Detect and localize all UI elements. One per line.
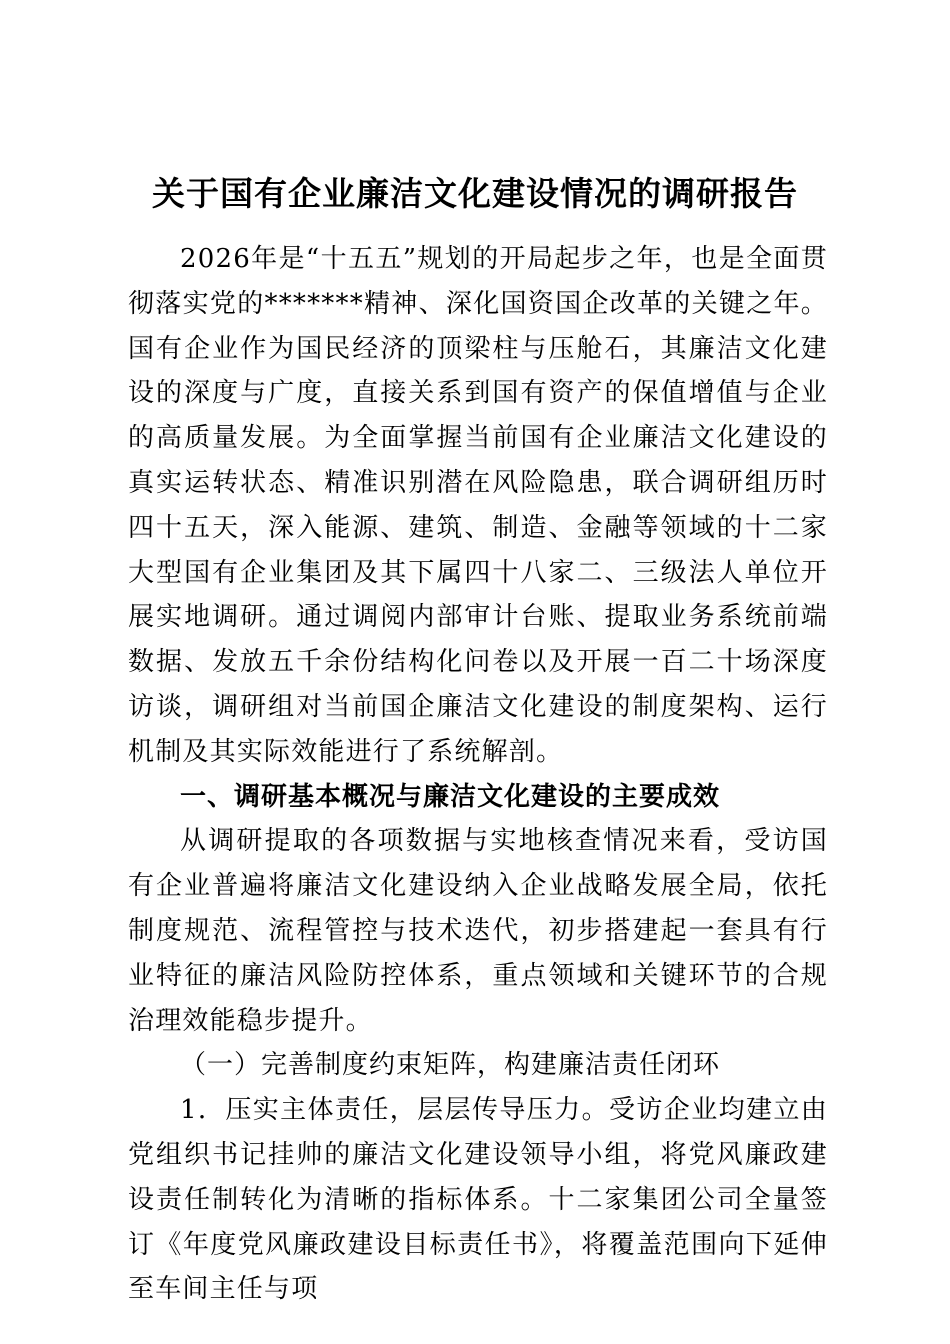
section-paragraph: 从调研提取的各项数据与实地核查情况来看，受访国有企业普遍将廉洁文化建设纳入企业战略发展全局，依托制度规范、流程管控与技术迭代，初步搭建起一套具有行业特征的廉洁风险防控体系，重点领域和关键环节的合规治理效能稳步提升。 (128, 826, 828, 1036)
item-paragraph: 1．压实主体责任，层层传导压力。受访企业均建立由党组织书记挂帅的廉洁文化建设领导小组，将党风廉政建设责任制转化为清晰的指标体系。十二家集团公司全量签订《年度党风廉政建设目标责任书》，将覆盖范围向下延伸至车间主任与项 (128, 1095, 828, 1305)
intro-paragraph: 2026年是“十五五”规划的开局起步之年，也是全面贯彻落实党的*******精神、深化国资国企改革的关键之年。国有企业作为国民经济的顶梁柱与压舱石，其廉洁文化建设的深度与广度，直接关系到国有资产的保值增值与企业的高质量发展。为全面掌握当前国有企业廉洁文化建设的真实运转状态、精准识别潜在风险隐患，联合调研组历时四十五天，深入能源、建筑、制造、金融等领域的十二家大型国有企业集团及其下属四十八家二、三级法人单位开展实地调研。通过调阅内部审计台账、提取业务系统前端数据、发放五千余份结构化问卷以及开展一百二十场深度访谈，调研组对当前国企廉洁文化建设的制度架构、运行机制及其实际效能进行了系统解剖。 (128, 244, 828, 767)
subsection-heading: （一）完善制度约束矩阵，构建廉洁责任闭环 (180, 1050, 721, 1081)
document-title: 关于国有企业廉洁文化建设情况的调研报告 (152, 174, 798, 213)
section-heading: 一、调研基本概况与廉洁文化建设的主要成效 (180, 781, 721, 812)
document-body (128, 237, 828, 1312)
